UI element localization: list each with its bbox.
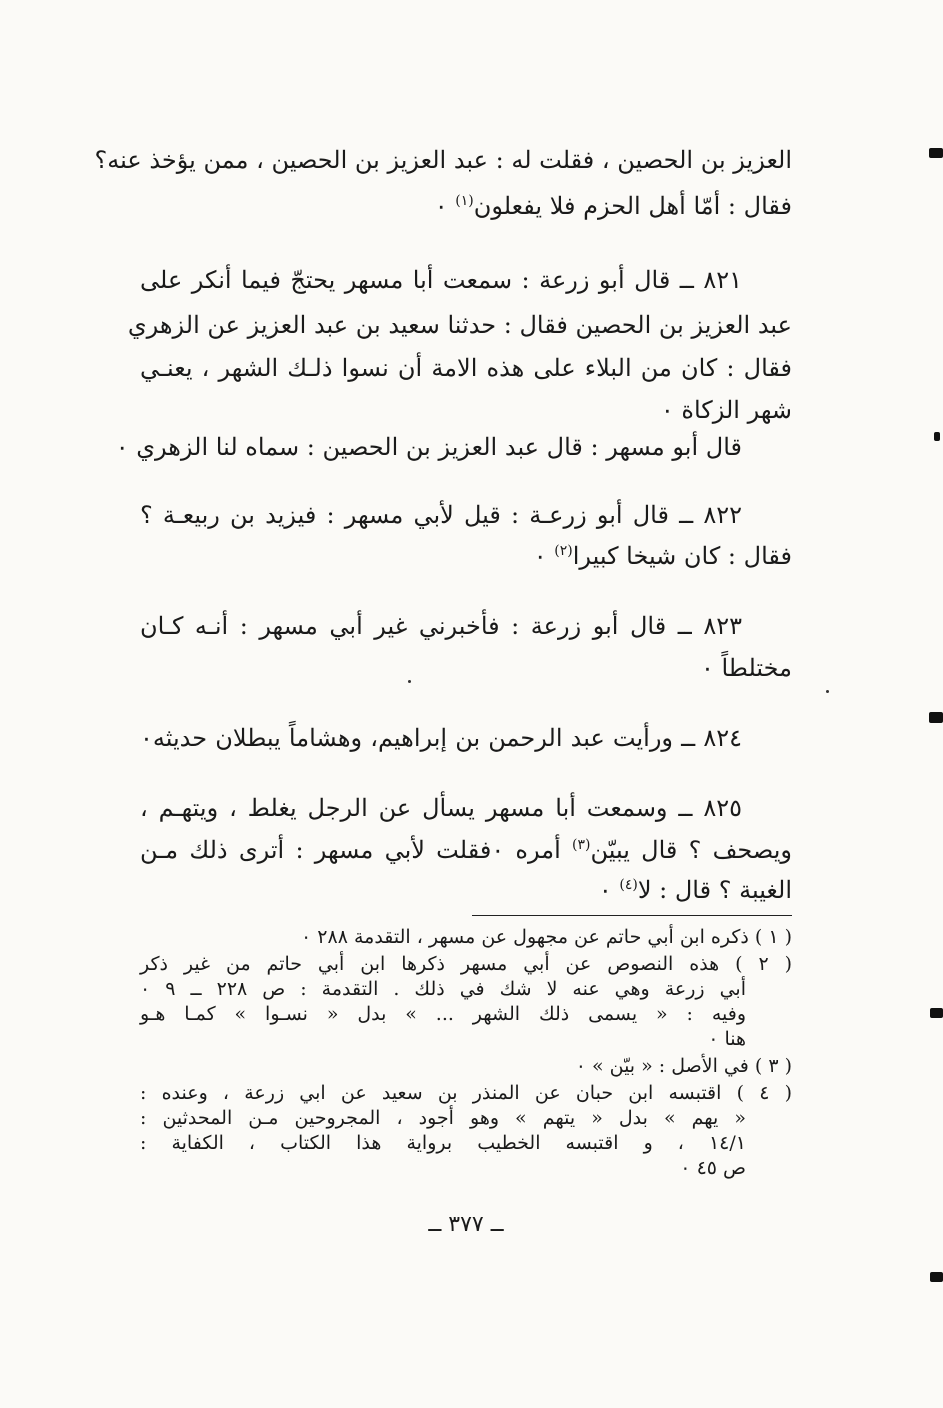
- text-line-3: ٨٢١ ــ قال أبو زرعة : سمعت أبا مسهر يحتجّ فيما أنكر على: [140, 266, 742, 294]
- text-line-9: فقال : كان شيخا كبيرا$^{(٢)}$ ٠: [533, 542, 792, 570]
- footnote-2: ( ٢ ) هذه النصوص عن أبي مسهر ذكرها ابن أبي حاتم من غير ذكر: [140, 953, 793, 975]
- footnote-2-cont-1: أبي زرعة وهي عنه لا شك في ذلك . التقدمة : ص ٢٢٨ ــ ٩ ٠: [140, 978, 746, 1000]
- text-line-15: الغيبة ؟ قال : لا$^{(٤)}$ ٠: [598, 876, 792, 904]
- footnote-ref-1: (١): [455, 193, 474, 209]
- footnote-2-cont-3: هنا ٠: [708, 1028, 746, 1050]
- page-number: ــ ٣٧٧ ــ: [428, 1212, 504, 1237]
- scan-mark: [929, 148, 943, 158]
- text-line-5: فقال : كان من البلاء على هذه الامة أن نسوا ذلـك الشهر ، يعنـي: [140, 354, 792, 382]
- text-line-6: شهر الزكاة ٠: [660, 396, 792, 424]
- footnote-4-cont-3: ص ٤٥ ٠: [680, 1157, 746, 1179]
- text-line-12: ٨٢٤ ــ ورأيت عبد الرحمن بن إبراهيم، وهشاماً يبطلان حديثه٠: [140, 724, 742, 752]
- footnote-2-cont-2: وفيه : « يسمى ذلك الشهر ... » بدل « نسـوا » كمـا هـو: [140, 1003, 746, 1025]
- text-line-11: مختلطاً ٠: [700, 654, 792, 682]
- footnote-ref-3: (٣): [572, 837, 591, 853]
- scan-mark: [929, 712, 943, 723]
- footnote-ref-4: (٤): [619, 877, 638, 893]
- footnote-4-cont-2: ١٤/١ ، و اقتبسه الخطيب برواية هذا الكتاب ، الكفاية :: [140, 1132, 746, 1154]
- text-line-4: عبد العزيز بن الحصين فقال : حدثنا سعيد بن عبد العزيز عن الزهري: [127, 311, 792, 339]
- text-line-8: ٨٢٢ ــ قال أبو زرعـة : قيل لأبي مسهر : فيزيد بن ربيعـة ؟: [140, 501, 742, 529]
- text-line-13: ٨٢٥ ــ وسمعت أبا مسهر يسأل عن الرجل يغلط ، ويتهـم ،: [140, 794, 742, 822]
- footnote-separator: [472, 915, 792, 916]
- footnote-ref-2: (٢): [554, 543, 573, 559]
- scan-mark: [930, 1272, 943, 1282]
- text-line-14: ويصحف ؟ قال يبيّن$^{(٣)}$ أمره ٠فقلت لأبي مسهر : أترى ذلك مـن: [140, 836, 792, 864]
- text-line-7: قال أبو مسهر : قال عبد العزيز بن الحصين : سماه لنا الزهري ٠: [115, 433, 742, 461]
- footnote-4: ( ٤ ) اقتبسه ابن حبان عن المنذر بن سعيد عن ابي زرعة ، وعنده :: [140, 1082, 792, 1104]
- footnote-1: ( ١ ) ذكره ابن أبي حاتم عن مجهول عن مسهر ، التقدمة ٢٨٨ ٠: [301, 926, 792, 948]
- footnote-4-cont-1: « يهم » بدل « يتهم » وهو أجود ، المجروحين مـن المحدثين :: [140, 1107, 746, 1129]
- scan-dot: [826, 690, 829, 693]
- text-line-1: العزيز بن الحصين ، فقلت له : عبد العزيز بن الحصين ، ممن يؤخذ عنه؟: [94, 146, 792, 174]
- text-line-10: ٨٢٣ ــ قال أبو زرعة : فأخبرني غير أبي مسهر : أنـه كـان: [140, 612, 742, 640]
- footnote-3: ( ٣ ) في الأصل : « بيّن » ٠: [575, 1055, 792, 1077]
- scan-mark: [934, 432, 940, 441]
- scan-mark: [930, 1008, 943, 1018]
- scan-dot: [408, 680, 411, 683]
- text-line-2: فقال : أمّا أهل الحزم فلا يفعلون$^{(١)}$ ٠: [434, 192, 792, 220]
